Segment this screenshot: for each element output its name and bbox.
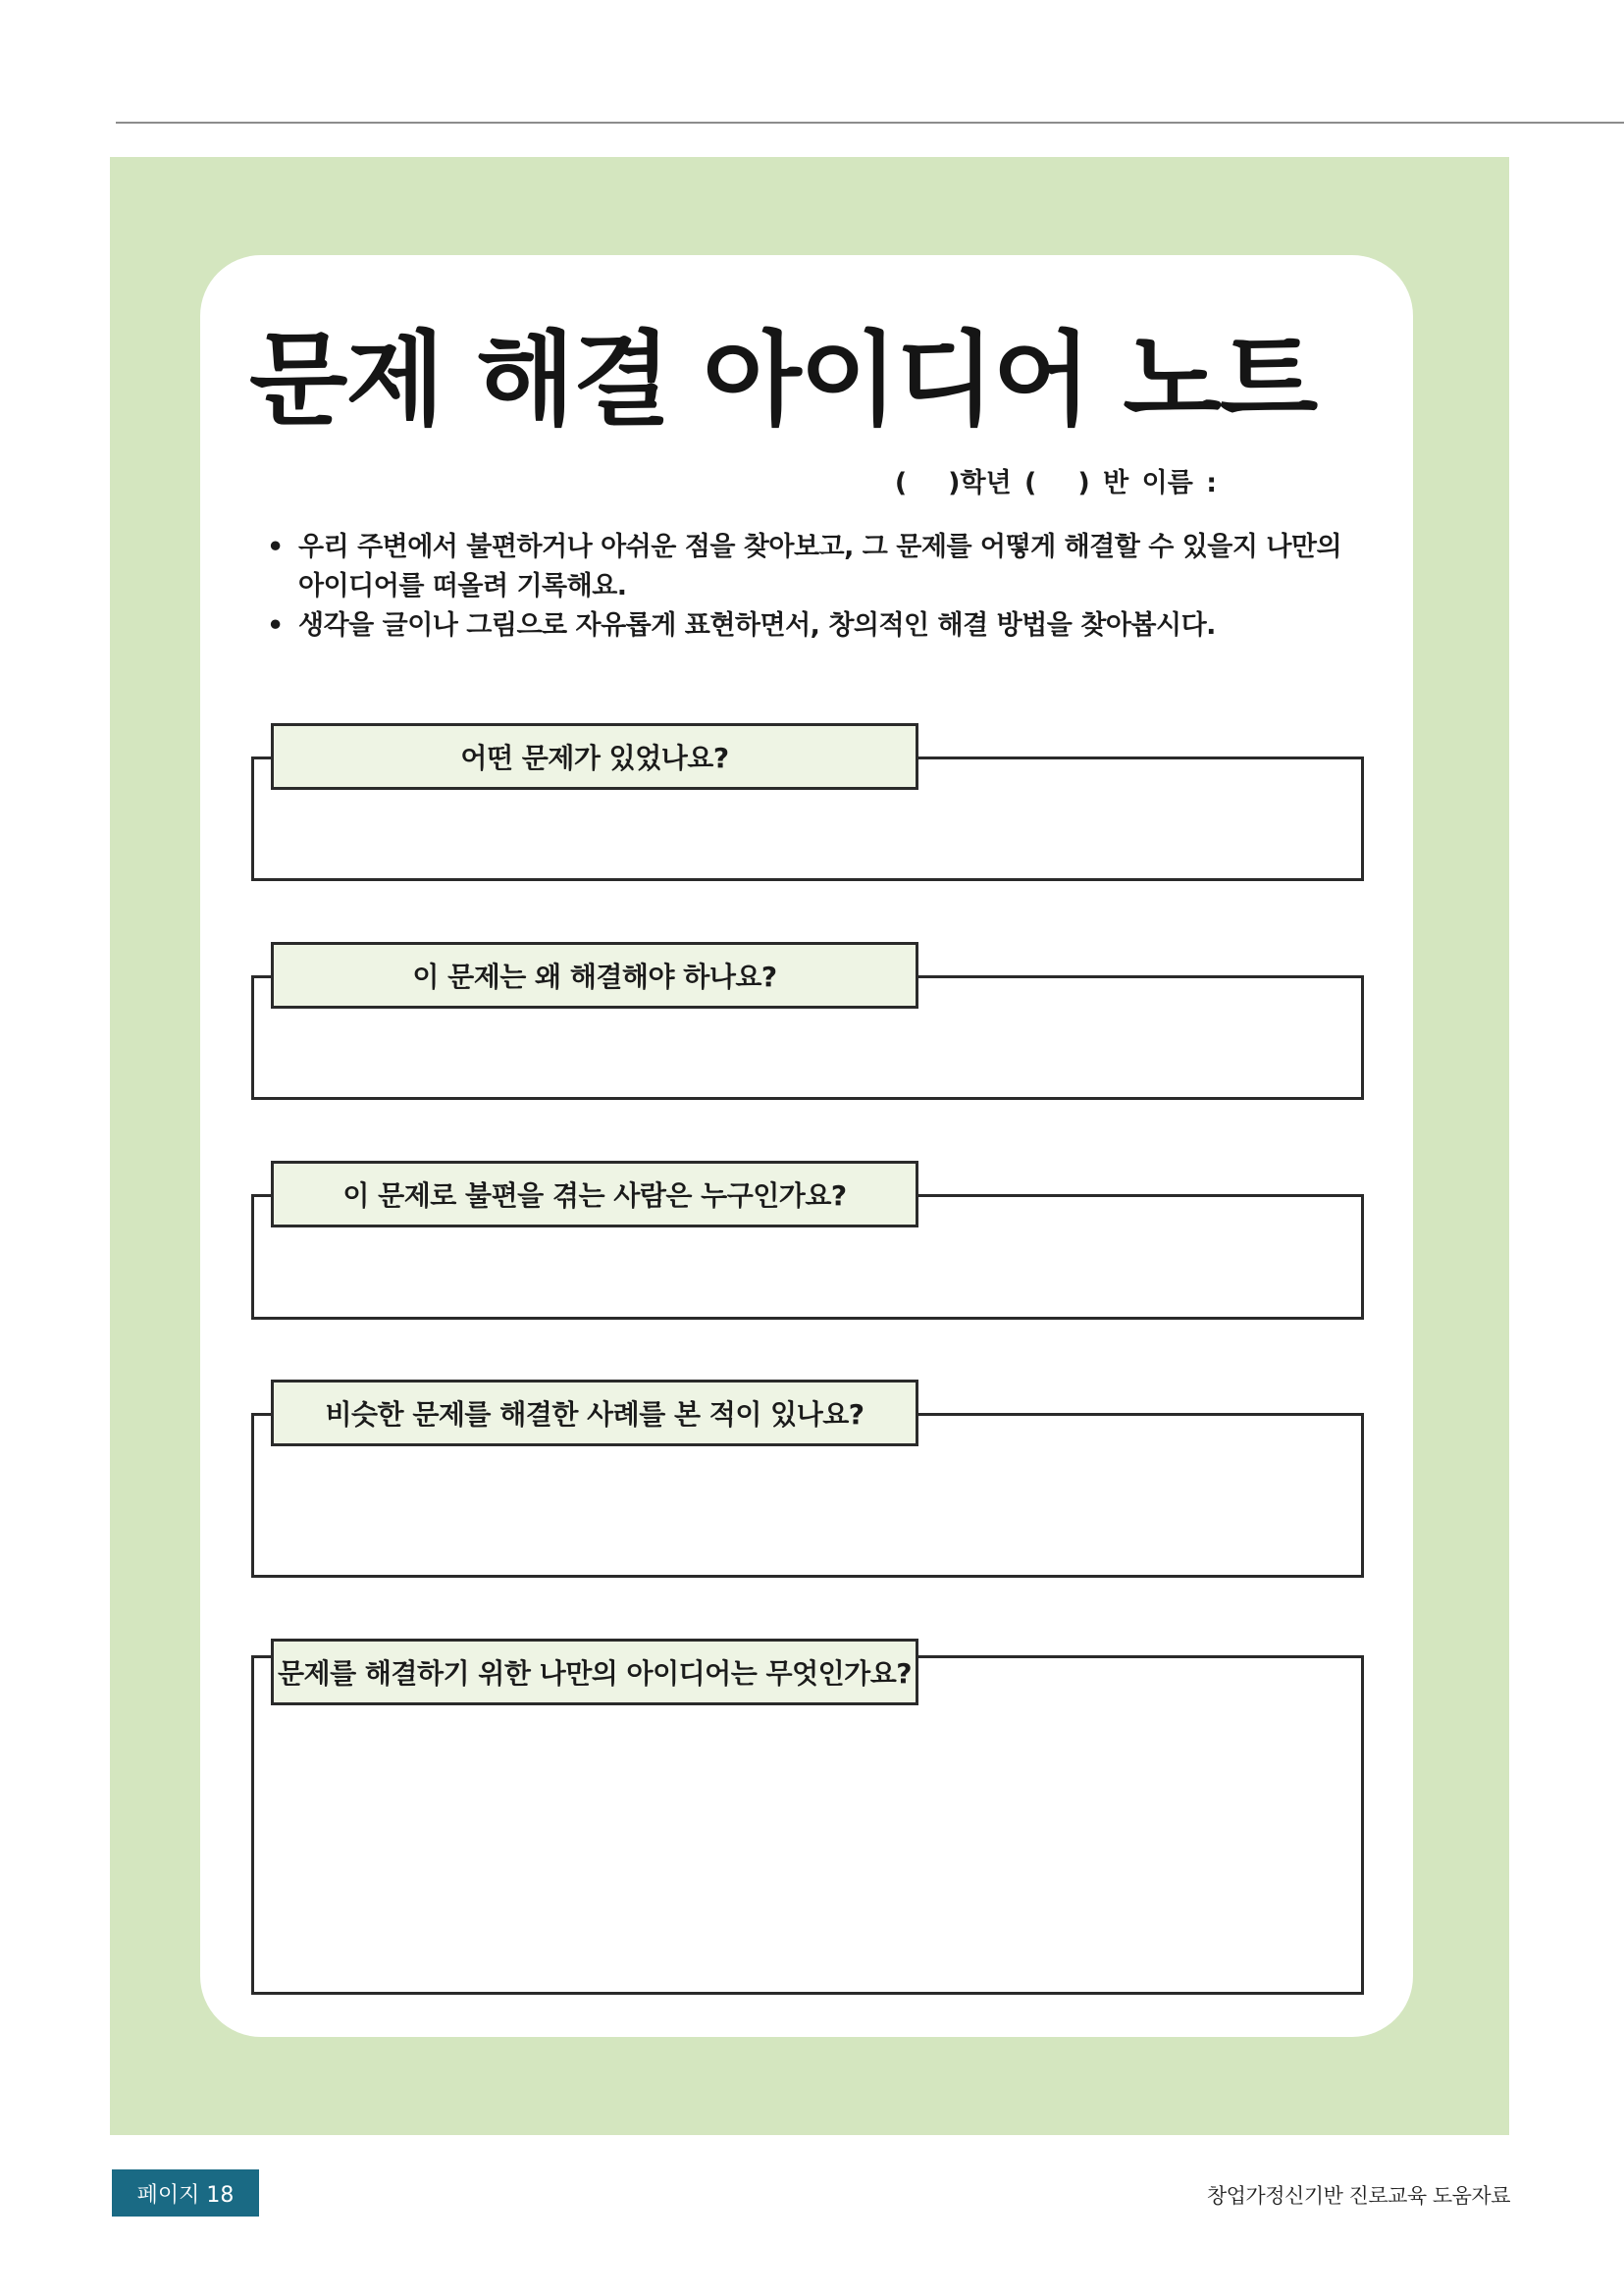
top-divider <box>116 122 1624 124</box>
question-label-3: 이 문제로 불편을 겪는 사람은 누구인가요? <box>271 1161 918 1227</box>
document-title: 창업가정신기반 진로교육 도움자료 <box>1206 2184 1510 2208</box>
question-label-5: 문제를 해결하기 위한 나만의 아이디어는 무엇인가요? <box>271 1639 918 1705</box>
student-info-line <box>895 461 1217 499</box>
instruction-item: • 우리 주변에서 불편하거나 아쉬운 점을 찾아보고, 그 문제를 어떻게 해결할 수 있을지 나만의 아이디어를 떠올려 기록해요. <box>255 528 1354 606</box>
question-label-1: 어떤 문제가 있었나요? <box>271 723 918 790</box>
class-name-label: ) 반 이름 : <box>1077 468 1217 498</box>
grade-open-paren: ( <box>894 468 908 498</box>
worksheet-panel <box>110 157 1509 2135</box>
worksheet-card <box>200 255 1413 2037</box>
grade-label: )학년 ( <box>948 468 1037 498</box>
worksheet-title: 문제 해결 아이디어 노트 <box>249 320 1317 440</box>
question-label-4: 비슷한 문제를 해결한 사례를 본 적이 있나요? <box>271 1380 918 1446</box>
instruction-item: • 생각을 글이나 그림으로 자유롭게 표현하면서, 창의적인 해결 방법을 찾아봅시다. <box>255 606 1354 646</box>
answer-box-5[interactable] <box>251 1655 1364 1995</box>
question-label-2: 이 문제는 왜 해결해야 하나요? <box>271 942 918 1009</box>
page-number-badge: 페이지 18 <box>112 2169 259 2217</box>
instruction-list <box>255 528 1354 646</box>
